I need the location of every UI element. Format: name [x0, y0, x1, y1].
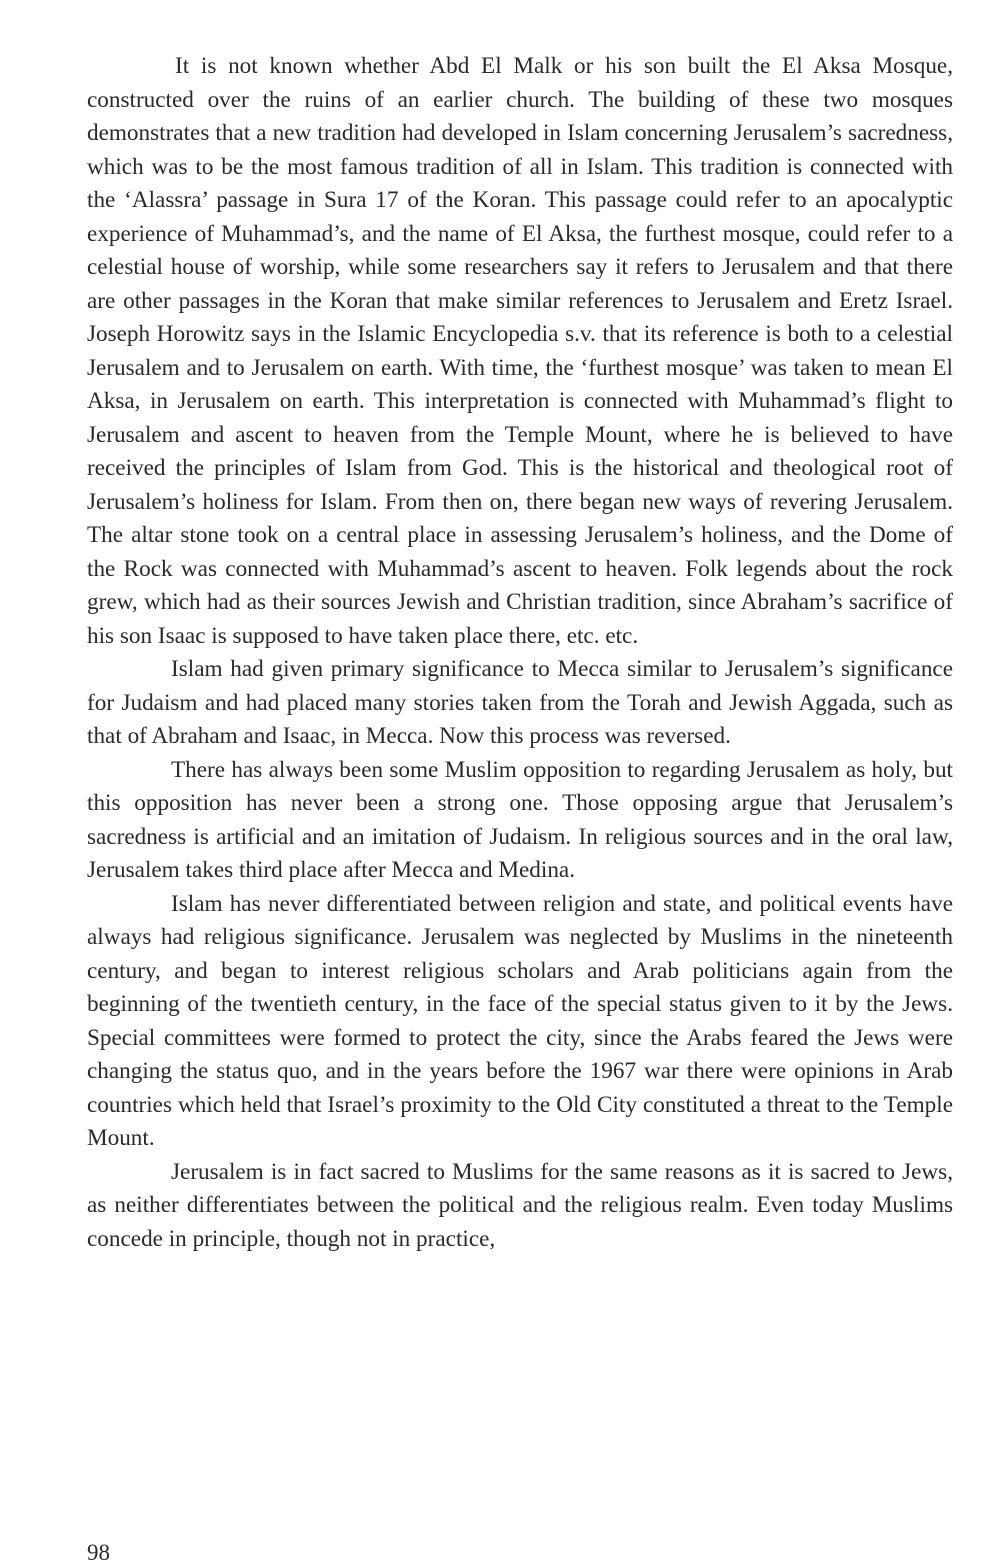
- paragraph-4: Islam has never differentiated between religion and state, and political events have always had religious significance. Jerusalem was neglected by Muslims in the nineteenth century, and began to interest religious scholars and Arab politicians again from the beginning of the twentieth century, in the face of the special status given to it by the Jews. Special committees were formed to protect the city, since the Arabs feared the Jews were changing the status quo, and in the years before the 1967 war there were opinions in Arab countries which held that Israel’s proximity to the Old City constituted a threat to the Temple Mount.: [87, 890, 953, 1151]
- paragraph-3: There has always been some Muslim opposition to regarding Jerusalem as holy, but this opposition has never been a strong one. Those opposing argue that Jerusalem’s sacredness is artificial and an imitation of Judaism. In religious sources and in the oral law, Jerusalem takes third place after Mecca and Medina.: [87, 756, 953, 883]
- paragraph-1: It is not known whether Abd El Malk or his son built the El Aksa Mosque, constructed over the ruins of an earlier church. The building of these two mosques demonstrates that a new tradition had developed in Islam concerning Jerusalem’s sacredness, which was to be the most famous tradition of all in Islam. This tradition is connected with the ‘Alassra’ passage in Sura 17 of the Koran. This passage could refer to an apocalyptic experience of Muhammad’s, and the name of El Aksa, the furthest mosque, could refer to a celestial house of worship, while some researchers say it refers to Jerusalem and that there are other passages in the Koran that make similar references to Jerusalem and Eretz Israel. Joseph Horowitz says in the Islamic Encyclopedia s.v. that its reference is both to a celestial Jerusalem and to Jerusalem on earth. With time, the ‘furthest mosque’ was taken to mean El Aksa, in Jerusalem on earth. This interpretation is connected with Muhammad’s flight to Jerusalem and ascent to heaven from the Temple Mount, where he is believed to have received the principles of Islam from God. This is the historical and theological root of Jerusalem’s holiness for Islam. From then on, there began new ways of revering Jerusalem. The altar stone took on a central place in assessing Jerusalem’s holiness, and the Dome of the Rock was connected with Muhammad’s ascent to heaven. Folk legends about the rock grew, which had as their sources Jewish and Christian tradition, since Abraham’s sacrifice of his son Isaac is supposed to have taken place there, etc. etc.: [87, 53, 953, 649]
- page-body: [87, 50, 953, 1256]
- paragraph-5: Jerusalem is in fact sacred to Muslims for the same reasons as it is sacred to Jews, as neither differentiates between the political and the religious realm. Even today Muslims concede in principle, though not in practice,: [87, 1158, 953, 1252]
- paragraph-2: Islam had given primary significance to Mecca similar to Jerusalem’s significance for Judaism and had placed many stories taken from the Torah and Jewish Aggada, such as that of Abraham and Isaac, in Mecca. Now this process was reversed.: [87, 656, 953, 749]
- page-number: 98: [87, 1540, 110, 1565]
